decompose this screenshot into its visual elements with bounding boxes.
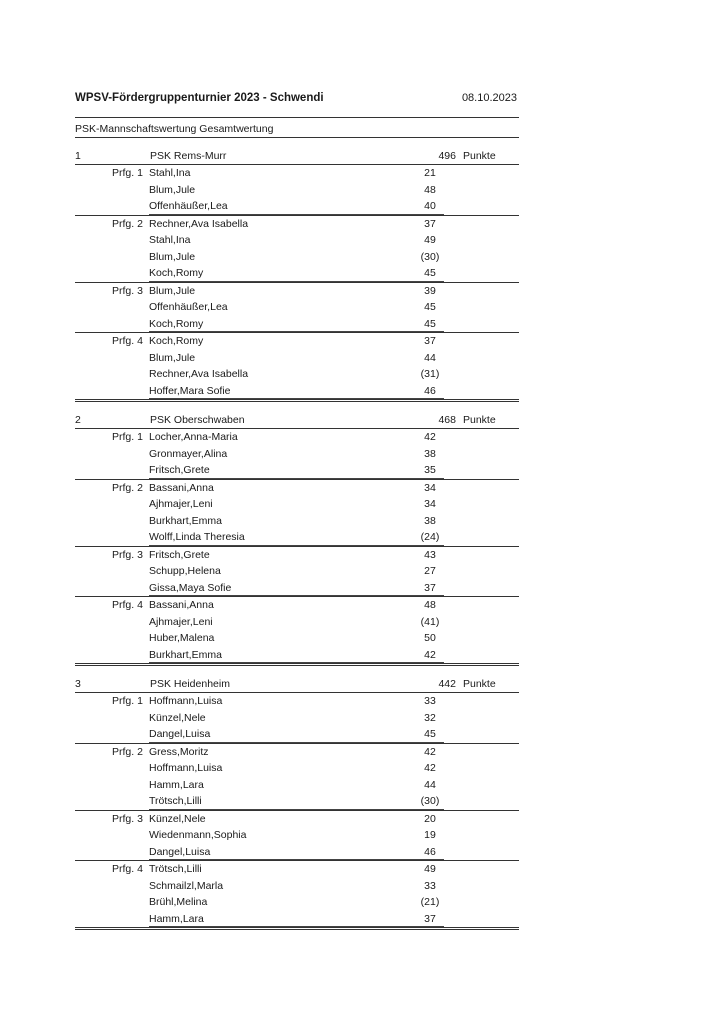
athlete-score: (30) [420, 250, 440, 263]
athlete-score: 46 [424, 384, 436, 397]
athlete-score: 33 [424, 695, 436, 707]
athlete-name: Huber,Malena [149, 632, 215, 644]
exam-label: Prfg. 1 [112, 695, 143, 707]
athlete-score: 37 [424, 217, 436, 230]
athlete-score: 39 [424, 284, 436, 297]
table-row [75, 198, 519, 215]
athlete-score: 19 [424, 829, 436, 841]
athlete-score: 49 [424, 234, 436, 246]
table-row [75, 480, 519, 497]
athlete-name: Bassani,Anna [149, 599, 214, 611]
athlete-score: 20 [424, 812, 436, 825]
athlete-name: Hoffmann,Luisa [149, 695, 223, 707]
athlete-name: Bassani,Anna [149, 481, 214, 494]
exam-label: Prfg. 4 [112, 599, 143, 611]
table-row [75, 232, 519, 249]
table-row [75, 614, 519, 631]
team-name: PSK Heidenheim [150, 678, 230, 690]
athlete-name: Rechner,Ava Isabella [149, 368, 249, 380]
team-total-points: 496 [438, 150, 456, 162]
table-row [75, 793, 519, 810]
athlete-name: Gress,Moritz [149, 745, 209, 758]
table-row [75, 647, 519, 664]
athlete-score: 37 [424, 335, 436, 347]
athlete-score: 42 [424, 762, 436, 774]
table-row [75, 580, 519, 597]
athlete-name: Trötsch,Lilli [149, 863, 202, 875]
exam-group [75, 596, 519, 663]
table-row [75, 827, 519, 844]
team-end-rule [75, 663, 519, 666]
header-rule [75, 117, 519, 118]
athlete-score: (21) [420, 896, 440, 908]
athlete-score: 37 [424, 581, 436, 594]
table-row [75, 249, 519, 266]
athlete-name: Stahl,Ina [149, 167, 191, 179]
table-row [75, 563, 519, 580]
table-row [75, 216, 519, 233]
athlete-score: 42 [424, 648, 436, 661]
exam-label: Prfg. 3 [112, 284, 143, 297]
athlete-score: 35 [424, 464, 436, 476]
team-end-rule [75, 927, 519, 930]
athlete-name: Hamm,Lara [149, 778, 204, 791]
exam-label: Prfg. 1 [112, 167, 143, 179]
athlete-name: Wiedenmann,Sophia [149, 829, 247, 841]
athlete-name: Offenhäußer,Lea [149, 200, 228, 212]
document-date: 08.10.2023 [461, 92, 517, 104]
table-row [75, 547, 519, 564]
table-row [75, 878, 519, 895]
table-row [75, 182, 519, 199]
athlete-score: 32 [424, 711, 436, 724]
athlete-name: Blum,Jule [149, 284, 196, 297]
team-rank: 3 [75, 678, 81, 690]
team-block [75, 675, 519, 930]
athlete-score: 33 [424, 879, 436, 892]
athlete-name: Locher,Anna-Maria [149, 431, 238, 443]
athlete-score: 42 [424, 745, 436, 758]
athlete-name: Fritsch,Grete [149, 464, 210, 476]
document-header [75, 92, 517, 108]
table-row [75, 630, 519, 647]
athlete-name: Ajhmajer,Leni [149, 498, 213, 510]
athlete-score: (41) [420, 615, 440, 628]
athlete-name: Offenhäußer,Lea [149, 301, 228, 313]
table-row [75, 760, 519, 777]
table-row [75, 710, 519, 727]
athlete-name: Rechner,Ava Isabella [149, 217, 249, 230]
table-row [75, 513, 519, 530]
document-title: WPSV-Fördergruppenturnier 2023 - Schwendi [75, 92, 324, 104]
table-row [75, 299, 519, 316]
exam-group [75, 165, 519, 215]
table-row [75, 911, 519, 928]
team-total-points: 468 [438, 414, 456, 426]
athlete-score: 45 [424, 301, 436, 313]
table-row [75, 894, 519, 911]
athlete-name: Dangel,Luisa [149, 728, 211, 740]
table-row [75, 165, 519, 182]
exam-label: Prfg. 4 [112, 863, 143, 875]
athlete-name: Burkhart,Emma [149, 514, 222, 527]
exam-label: Prfg. 2 [112, 217, 143, 230]
team-header [75, 411, 519, 429]
athlete-score: 37 [424, 912, 436, 925]
athlete-score: 38 [424, 447, 436, 460]
table-row [75, 462, 519, 479]
points-unit: Punkte [463, 414, 496, 426]
athlete-name: Ajhmajer,Leni [149, 615, 213, 628]
athlete-score: 48 [424, 599, 436, 611]
team-rank: 1 [75, 150, 81, 162]
table-row [75, 283, 519, 300]
table-row [75, 333, 519, 350]
athlete-name: Hamm,Lara [149, 912, 204, 925]
table-row [75, 429, 519, 446]
athlete-score: 45 [424, 728, 436, 740]
table-row [75, 366, 519, 383]
athlete-score: 49 [424, 863, 436, 875]
table-row [75, 316, 519, 333]
athlete-score: 27 [424, 565, 436, 577]
athlete-score: 44 [424, 778, 436, 791]
exam-group [75, 479, 519, 546]
table-row [75, 597, 519, 614]
athlete-score: 38 [424, 514, 436, 527]
athlete-score: 48 [424, 183, 436, 196]
team-end-rule [75, 399, 519, 402]
exam-group [75, 429, 519, 479]
ranking-subtitle: PSK-Mannschaftswertung Gesamtwertung [75, 123, 274, 135]
athlete-score: 34 [424, 498, 436, 510]
athlete-name: Koch,Romy [149, 267, 204, 279]
table-row [75, 693, 519, 710]
exam-label: Prfg. 1 [112, 431, 143, 443]
athlete-name: Burkhart,Emma [149, 648, 222, 661]
exam-label: Prfg. 2 [112, 481, 143, 494]
subtitle-rule [75, 137, 519, 138]
athlete-name: Koch,Romy [149, 317, 204, 330]
team-name: PSK Rems-Murr [150, 150, 227, 162]
athlete-name: Blum,Jule [149, 250, 196, 263]
athlete-name: Hoffmann,Luisa [149, 762, 223, 774]
athlete-name: Gronmayer,Alina [149, 447, 228, 460]
team-total-points: 442 [438, 678, 456, 690]
athlete-score: 40 [424, 200, 436, 212]
athlete-name: Schmailzl,Marla [149, 879, 224, 892]
exam-group [75, 693, 519, 743]
athlete-score: 42 [424, 431, 436, 443]
athlete-name: Koch,Romy [149, 335, 204, 347]
points-unit: Punkte [463, 150, 496, 162]
table-row [75, 844, 519, 861]
athlete-name: Dangel,Luisa [149, 845, 211, 858]
athlete-name: Gissa,Maya Sofie [149, 581, 232, 594]
team-block [75, 147, 519, 402]
exam-group [75, 810, 519, 861]
table-row [75, 496, 519, 513]
athlete-score: 45 [424, 317, 436, 330]
exam-group [75, 546, 519, 597]
athlete-name: Fritsch,Grete [149, 548, 210, 561]
athlete-name: Blum,Jule [149, 351, 196, 364]
team-header [75, 147, 519, 165]
team-header [75, 675, 519, 693]
table-row [75, 265, 519, 282]
exam-group [75, 282, 519, 333]
exam-label: Prfg. 2 [112, 745, 143, 758]
group-underline [149, 662, 444, 663]
table-row [75, 744, 519, 761]
team-rank: 2 [75, 414, 81, 426]
team-name: PSK Oberschwaben [150, 414, 245, 426]
athlete-name: Brühl,Melina [149, 896, 208, 908]
athlete-score: (24) [420, 531, 440, 543]
table-row [75, 811, 519, 828]
athlete-score: 46 [424, 845, 436, 858]
exam-label: Prfg. 3 [112, 812, 143, 825]
table-row [75, 777, 519, 794]
athlete-name: Stahl,Ina [149, 234, 191, 246]
athlete-name: Künzel,Nele [149, 711, 206, 724]
athlete-name: Künzel,Nele [149, 812, 206, 825]
exam-group [75, 743, 519, 810]
athlete-name: Hoffer,Mara Sofie [149, 384, 231, 397]
team-block [75, 411, 519, 666]
exam-group [75, 860, 519, 927]
points-unit: Punkte [463, 678, 496, 690]
athlete-score: 44 [424, 351, 436, 364]
exam-label: Prfg. 3 [112, 548, 143, 561]
table-row [75, 383, 519, 400]
athlete-name: Schupp,Helena [149, 565, 221, 577]
group-underline [149, 398, 444, 399]
table-row [75, 350, 519, 367]
athlete-score: (30) [420, 795, 440, 807]
athlete-score: 45 [424, 267, 436, 279]
exam-group [75, 215, 519, 282]
table-row [75, 446, 519, 463]
athlete-score: 21 [424, 167, 436, 179]
athlete-name: Blum,Jule [149, 183, 196, 196]
table-row [75, 726, 519, 743]
athlete-score: 43 [424, 548, 436, 561]
athlete-score: 34 [424, 481, 436, 494]
table-row [75, 529, 519, 546]
athlete-name: Wolff,Linda Theresia [149, 531, 245, 543]
group-underline [149, 926, 444, 927]
exam-label: Prfg. 4 [112, 335, 143, 347]
athlete-score: 50 [424, 632, 436, 644]
exam-group [75, 332, 519, 399]
table-row [75, 861, 519, 878]
athlete-name: Trötsch,Lilli [149, 795, 202, 807]
athlete-score: (31) [420, 368, 440, 380]
